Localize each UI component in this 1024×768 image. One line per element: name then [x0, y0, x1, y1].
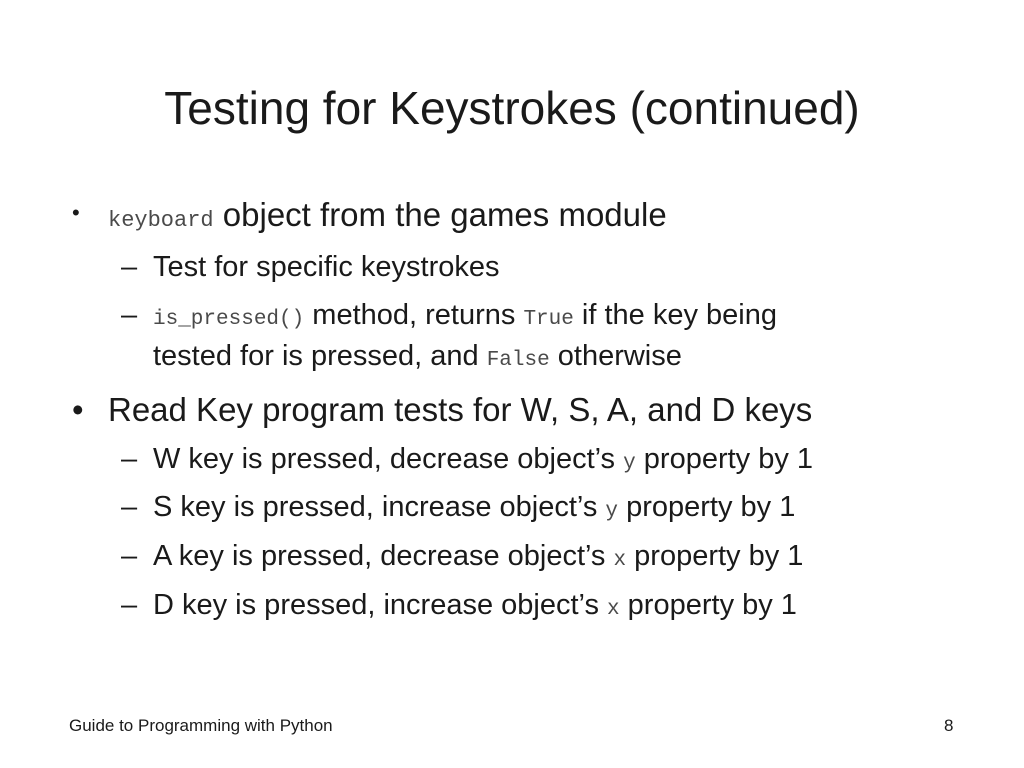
sub-bullet-text: A key is pressed, decrease object’s: [153, 540, 614, 572]
sub-bullet-text: property by 1: [619, 589, 797, 621]
code-is-pressed: is_pressed(): [153, 308, 305, 331]
slide-title: Testing for Keystrokes (continued): [164, 82, 860, 134]
sub-bullet-text: D key is pressed, increase object’s: [153, 589, 608, 621]
sub-bullet-a-key: [153, 540, 803, 573]
footer-course-title: Guide to Programming with Python: [69, 716, 333, 735]
sub-bullet-text: property by 1: [618, 491, 796, 523]
code-x: x: [607, 598, 620, 621]
sub-bullet-s-key: [153, 491, 795, 524]
code-true: True: [523, 308, 574, 331]
bullet-keyboard-object: [108, 196, 667, 234]
sub-bullet-text: method, returns: [304, 299, 524, 331]
sub-bullet-text: if the key being: [573, 299, 778, 331]
sub-bullet-text: otherwise: [549, 340, 682, 372]
bullet-marker: •: [72, 200, 80, 225]
dash-marker: –: [121, 540, 138, 572]
sub-bullet-d-key: [153, 589, 797, 622]
sub-bullet-text: property by 1: [626, 540, 804, 572]
code-y: y: [623, 452, 636, 475]
dash-marker: –: [121, 299, 138, 331]
sub-bullet-is-pressed-continued: [153, 340, 682, 373]
bullet-read-key-program: Read Key program tests for W, S, A, and D keys: [108, 391, 813, 428]
dash-marker: –: [121, 251, 138, 283]
dash-marker: –: [121, 491, 138, 523]
sub-bullet-is-pressed: [153, 299, 777, 332]
sub-bullet-text: S key is pressed, increase object’s: [153, 491, 606, 523]
sub-bullet-w-key: [153, 443, 813, 476]
dash-marker: –: [121, 589, 138, 621]
sub-bullet-text: W key is pressed, decrease object’s: [153, 443, 624, 475]
bullet-text: object from the games module: [213, 196, 667, 233]
sub-bullet-text: tested for is pressed, and: [153, 340, 487, 372]
code-x: x: [613, 549, 627, 572]
dash-marker: –: [121, 443, 138, 475]
sub-bullet-specific-keystrokes: Test for specific keystrokes: [153, 251, 500, 283]
footer-page-number: 8: [944, 716, 954, 735]
sub-bullet-text: property by 1: [635, 443, 814, 475]
code-keyboard: keyboard: [108, 208, 214, 233]
bullet-marker: •: [72, 391, 84, 428]
code-false: False: [486, 349, 550, 372]
code-y: y: [605, 500, 619, 523]
